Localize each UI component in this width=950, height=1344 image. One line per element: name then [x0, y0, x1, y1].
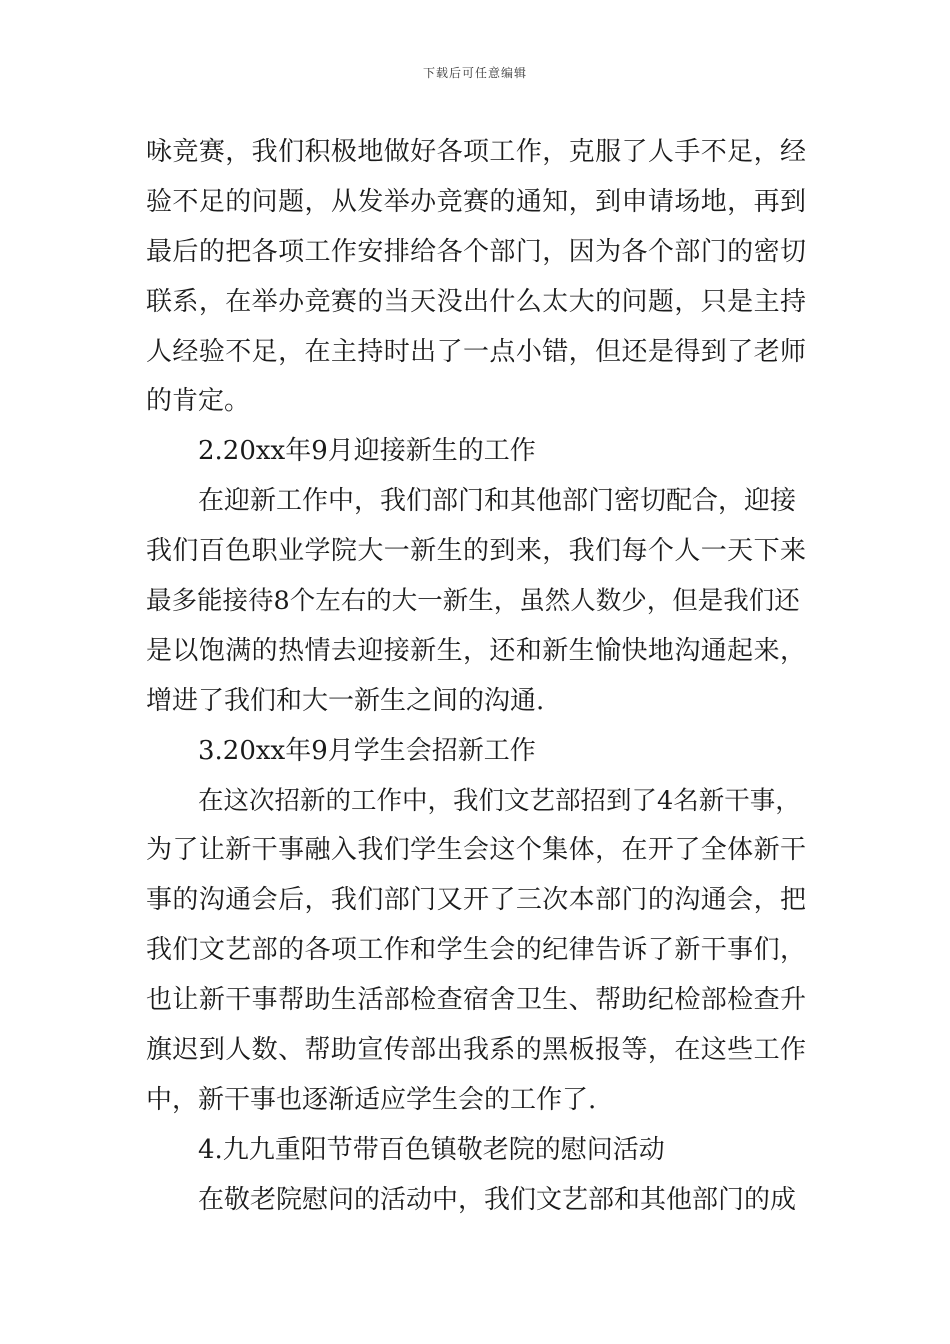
section-heading: 3.20xx年9月学生会招新工作 [198, 735, 536, 766]
paragraph-line: 事的沟通会后，我们部门又开了三次本部门的沟通会，把 [146, 885, 806, 916]
paragraph-line: 最多能接待8个左右的大一新生，虽然人数少，但是我们还 [146, 586, 800, 617]
paragraph-line: 增进了我们和大一新生之间的沟通. [146, 685, 545, 716]
page-header: 下载后可任意编辑 [422, 66, 527, 80]
paragraph-line: 是以饱满的热情去迎接新生，还和新生愉快地沟通起来， [146, 635, 806, 666]
paragraph-line: 在敬老院慰问的活动中，我们文艺部和其他部门的成 [198, 1184, 797, 1215]
section-heading: 2.20xx年9月迎接新生的工作 [198, 436, 536, 467]
paragraph-line: 在这次招新的工作中，我们文艺部招到了4名新干事， [198, 785, 801, 816]
paragraph-line: 人经验不足，在主持时出了一点小错，但还是得到了老师 [146, 336, 806, 367]
paragraph-line: 验不足的问题，从发举办竞赛的通知，到申请场地，再到 [146, 186, 806, 217]
document-body [146, 128, 806, 1226]
paragraph-line: 我们文艺部的各项工作和学生会的纪律告诉了新干事们， [146, 935, 806, 966]
paragraph-line: 为了让新干事融入我们学生会这个集体，在开了全体新干 [146, 835, 806, 866]
paragraph-line: 我们百色职业学院大一新生的到来，我们每个人一天下来 [146, 536, 806, 567]
paragraph-line: 中，新干事也逐渐适应学生会的工作了. [146, 1084, 597, 1115]
paragraph-line: 联系，在举办竞赛的当天没出什么太大的问题，只是主持 [146, 286, 806, 317]
paragraph-line: 在迎新工作中，我们部门和其他部门密切配合，迎接 [198, 486, 797, 517]
paragraph-line: 咏竞赛，我们积极地做好各项工作，克服了人手不足，经 [146, 137, 806, 167]
paragraph-line: 最后的把各项工作安排给各个部门，因为各个部门的密切 [146, 236, 806, 267]
paragraph-line: 的肯定。 [146, 386, 251, 417]
section-heading: 4.九九重阳节带百色镇敬老院的慰问活动 [198, 1134, 665, 1165]
paragraph-line: 旗迟到人数、帮助宣传部出我系的黑板报等，在这些工作 [146, 1035, 806, 1066]
paragraph-line: 也让新干事帮助生活部检查宿舍卫生、帮助纪检部检查升 [146, 985, 806, 1016]
